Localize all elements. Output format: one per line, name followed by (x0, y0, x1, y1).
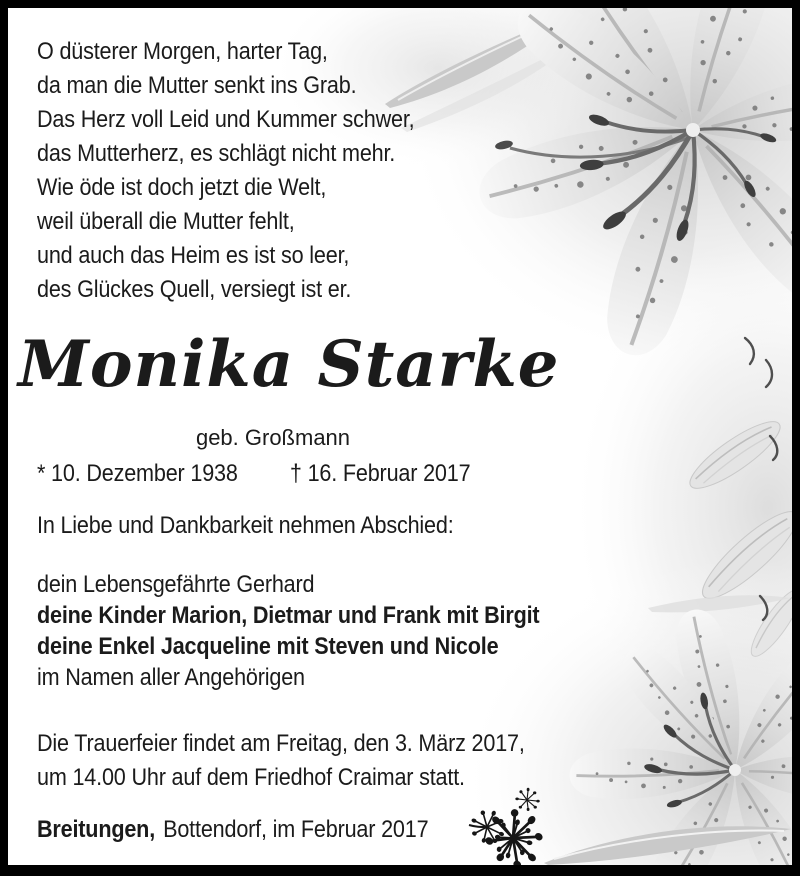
memorial-poem (37, 35, 414, 307)
mourner-line: im Namen aller Angehörigen (37, 664, 305, 691)
poem-line: des Glückes Quell, versiegt ist er. (37, 276, 352, 303)
poem-line: Wie öde ist doch jetzt die Welt, (37, 174, 327, 201)
mourner-line: deine Kinder Marion, Dietmar und Frank mit Birgit (37, 602, 540, 629)
poem-line: Das Herz voll Leid und Kummer schwer, (37, 106, 415, 133)
mourners-list (37, 569, 539, 693)
closing-rest: Bottendorf, im Februar 2017 (163, 816, 429, 843)
ceremony-line: Die Trauerfeier findet am Freitag, den 3. März 2017, (37, 730, 525, 757)
deceased-name: Monika Starke (18, 327, 560, 402)
mourner-line: deine Enkel Jacqueline mit Steven und Nicole (37, 633, 499, 660)
poem-line: weil überall die Mutter fehlt, (37, 208, 295, 235)
poem-line: O düsterer Morgen, harter Tag, (37, 38, 328, 65)
poem-line: das Mutterherz, es schlägt nicht mehr. (37, 140, 396, 167)
life-dates (37, 460, 470, 488)
death-date: † 16. Februar 2017 (289, 460, 471, 487)
poem-line: da man die Mutter senkt ins Grab. (37, 72, 357, 99)
farewell-intro: In Liebe und Dankbarkeit nehmen Abschied: (37, 512, 454, 539)
closing-place: Breitungen, (37, 816, 156, 843)
birth-date: * 10. Dezember 1938 (37, 460, 238, 487)
closing-line (37, 816, 428, 844)
maiden-name: geb. Großmann (195, 425, 351, 450)
poem-line: und auch das Heim es ist so leer, (37, 242, 350, 269)
mourner-line: dein Lebensgefährte Gerhard (37, 571, 315, 598)
ceremony-info (37, 727, 525, 795)
ceremony-line: um 14.00 Uhr auf dem Friedhof Craimar statt. (37, 764, 465, 791)
